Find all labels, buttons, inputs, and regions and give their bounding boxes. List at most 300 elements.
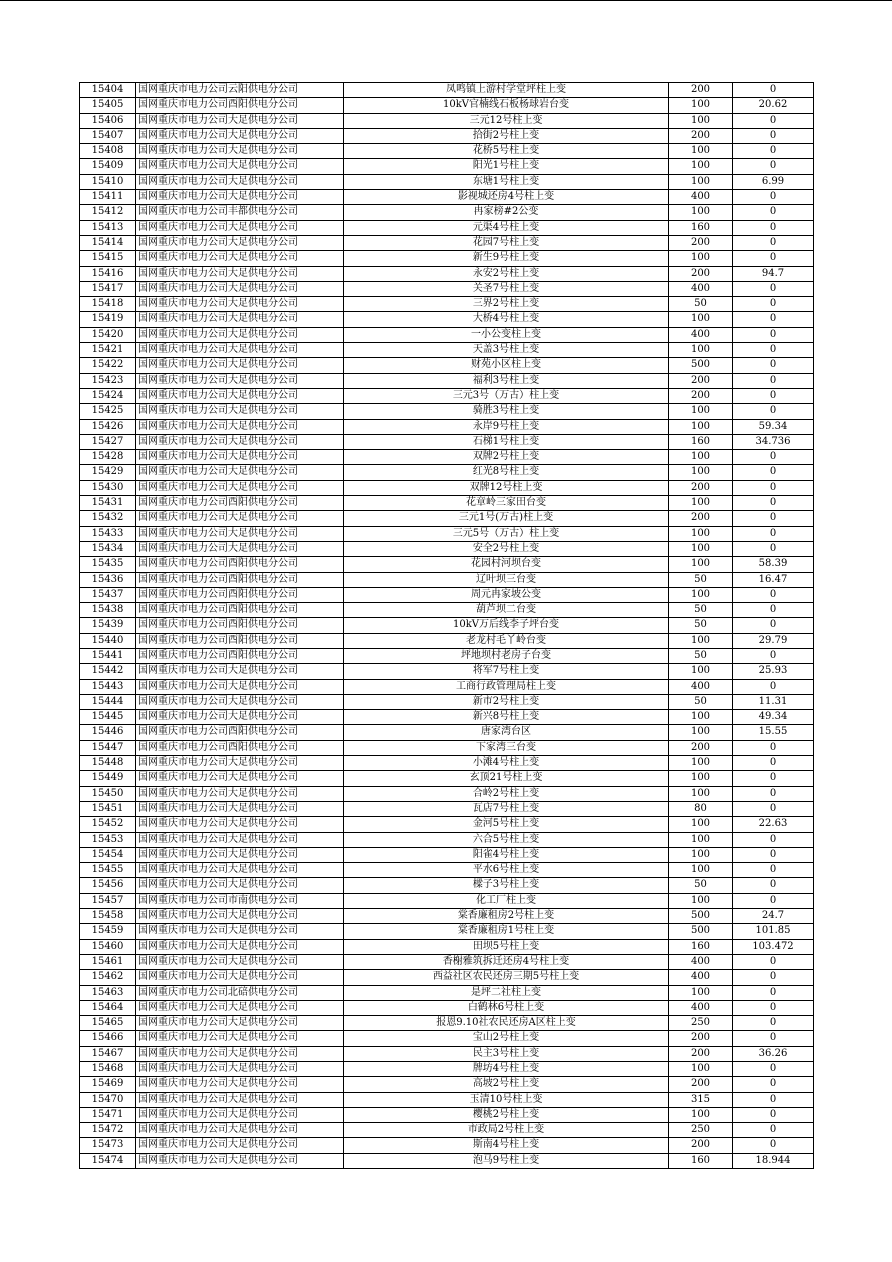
capacity-cell: 100 <box>669 526 733 541</box>
company-cell: 国网重庆市电力公司大足供电分公司 <box>136 1046 344 1061</box>
row-id-cell: 15428 <box>80 450 136 465</box>
capacity-cell: 50 <box>669 694 733 709</box>
transformer-name-cell: 棠香廉租房2号柱上变 <box>344 909 669 924</box>
capacity-cell: 200 <box>669 511 733 526</box>
table-row <box>80 771 814 786</box>
value-cell: 0 <box>733 404 814 419</box>
value-cell: 25.93 <box>733 664 814 679</box>
value-cell: 101.85 <box>733 924 814 939</box>
company-cell: 国网重庆市电力公司大足供电分公司 <box>136 465 344 480</box>
table-row <box>80 954 814 969</box>
table-row <box>80 419 814 434</box>
value-cell: 0 <box>733 603 814 618</box>
table-row <box>80 297 814 312</box>
company-cell: 国网重庆市电力公司大足供电分公司 <box>136 863 344 878</box>
table-row <box>80 434 814 449</box>
capacity-cell: 100 <box>669 710 733 725</box>
transformer-name-cell: 石梯1号柱上变 <box>344 434 669 449</box>
table-row <box>80 1107 814 1122</box>
value-cell: 0 <box>733 83 814 98</box>
capacity-cell: 400 <box>669 970 733 985</box>
transformer-name-cell: 玄顶21号柱上变 <box>344 771 669 786</box>
company-cell: 国网重庆市电力公司酉阳供电分公司 <box>136 618 344 633</box>
row-id-cell: 15425 <box>80 404 136 419</box>
row-id-cell: 15452 <box>80 817 136 832</box>
value-cell: 0 <box>733 1016 814 1031</box>
transformer-name-cell: 拾街2号柱上变 <box>344 128 669 143</box>
row-id-cell: 15430 <box>80 480 136 495</box>
table-row <box>80 786 814 801</box>
capacity-cell: 100 <box>669 893 733 908</box>
capacity-cell: 200 <box>669 235 733 250</box>
transformer-name-cell: 是坪二社柱上变 <box>344 985 669 1000</box>
transformer-name-cell: 天盖3号柱上变 <box>344 343 669 358</box>
row-id-cell: 15405 <box>80 98 136 113</box>
transformer-name-cell: 葫芦坝二台变 <box>344 603 669 618</box>
capacity-cell: 100 <box>669 725 733 740</box>
row-id-cell: 15467 <box>80 1046 136 1061</box>
capacity-cell: 500 <box>669 358 733 373</box>
row-id-cell: 15404 <box>80 83 136 98</box>
row-id-cell: 15417 <box>80 281 136 296</box>
company-cell: 国网重庆市电力公司大足供电分公司 <box>136 312 344 327</box>
company-cell: 国网重庆市电力公司大足供电分公司 <box>136 1107 344 1122</box>
table-row <box>80 909 814 924</box>
row-id-cell: 15445 <box>80 710 136 725</box>
transformer-name-cell: 福利3号柱上变 <box>344 373 669 388</box>
transformer-name-cell: 樑子3号柱上变 <box>344 878 669 893</box>
row-id-cell: 15437 <box>80 587 136 602</box>
company-cell: 国网重庆市电力公司大足供电分公司 <box>136 694 344 709</box>
capacity-cell: 315 <box>669 1092 733 1107</box>
transformer-name-cell: 白鹤林6号柱上变 <box>344 1000 669 1015</box>
company-cell: 国网重庆市电力公司酉阳供电分公司 <box>136 648 344 663</box>
transformer-name-cell: 泡马9号柱上变 <box>344 1153 669 1168</box>
value-cell: 0 <box>733 251 814 266</box>
value-cell: 0 <box>733 679 814 694</box>
row-id-cell: 15462 <box>80 970 136 985</box>
capacity-cell: 200 <box>669 1077 733 1092</box>
table-row <box>80 526 814 541</box>
transformer-name-cell: 樱桃2号柱上变 <box>344 1107 669 1122</box>
company-cell: 国网重庆市电力公司酉阳供电分公司 <box>136 633 344 648</box>
row-id-cell: 15450 <box>80 786 136 801</box>
value-cell: 0 <box>733 771 814 786</box>
value-cell: 0 <box>733 312 814 327</box>
company-cell: 国网重庆市电力公司酉阳供电分公司 <box>136 740 344 755</box>
row-id-cell: 15471 <box>80 1107 136 1122</box>
row-id-cell: 15438 <box>80 603 136 618</box>
table-row <box>80 740 814 755</box>
capacity-cell: 400 <box>669 1000 733 1015</box>
company-cell: 国网重庆市电力公司大足供电分公司 <box>136 541 344 556</box>
transformer-table <box>79 82 814 1169</box>
capacity-cell: 100 <box>669 1107 733 1122</box>
company-cell: 国网重庆市电力公司大足供电分公司 <box>136 786 344 801</box>
capacity-cell: 100 <box>669 863 733 878</box>
table-row <box>80 388 814 403</box>
capacity-cell: 200 <box>669 1046 733 1061</box>
capacity-cell: 50 <box>669 618 733 633</box>
capacity-cell: 400 <box>669 679 733 694</box>
table-row <box>80 1016 814 1031</box>
row-id-cell: 15461 <box>80 954 136 969</box>
transformer-name-cell: 一小公变柱上变 <box>344 327 669 342</box>
table-row <box>80 159 814 174</box>
company-cell: 国网重庆市电力公司市南供电分公司 <box>136 893 344 908</box>
company-cell: 国网重庆市电力公司酉阳供电分公司 <box>136 603 344 618</box>
company-cell: 国网重庆市电力公司大足供电分公司 <box>136 343 344 358</box>
capacity-cell: 200 <box>669 1031 733 1046</box>
transformer-name-cell: 三元12号柱上变 <box>344 113 669 128</box>
value-cell: 0 <box>733 343 814 358</box>
value-cell: 0 <box>733 756 814 771</box>
transformer-name-cell: 工商行政管理局柱上变 <box>344 679 669 694</box>
table-row <box>80 832 814 847</box>
transformer-name-cell: 10kV官楠线石板杨球岩台变 <box>344 98 669 113</box>
row-id-cell: 15449 <box>80 771 136 786</box>
table-row <box>80 1138 814 1153</box>
company-cell: 国网重庆市电力公司大足供电分公司 <box>136 939 344 954</box>
value-cell: 103.472 <box>733 939 814 954</box>
table-row <box>80 985 814 1000</box>
company-cell: 国网重庆市电力公司北碚供电分公司 <box>136 985 344 1000</box>
table-row <box>80 235 814 250</box>
value-cell: 0 <box>733 297 814 312</box>
company-cell: 国网重庆市电力公司大足供电分公司 <box>136 511 344 526</box>
transformer-name-cell: 双牌12号柱上变 <box>344 480 669 495</box>
value-cell: 0 <box>733 235 814 250</box>
row-id-cell: 15407 <box>80 128 136 143</box>
capacity-cell: 200 <box>669 480 733 495</box>
table-row <box>80 450 814 465</box>
row-id-cell: 15459 <box>80 924 136 939</box>
transformer-name-cell: 永安2号柱上变 <box>344 266 669 281</box>
row-id-cell: 15454 <box>80 847 136 862</box>
transformer-name-cell: 影视城还房4号柱上变 <box>344 190 669 205</box>
capacity-cell: 100 <box>669 847 733 862</box>
capacity-cell: 100 <box>669 159 733 174</box>
row-id-cell: 15423 <box>80 373 136 388</box>
value-cell: 58.39 <box>733 557 814 572</box>
table-row <box>80 113 814 128</box>
company-cell: 国网重庆市电力公司酉阳供电分公司 <box>136 496 344 511</box>
transformer-name-cell: 阳光1号柱上变 <box>344 159 669 174</box>
table-row <box>80 694 814 709</box>
table-row <box>80 128 814 143</box>
table-row <box>80 557 814 572</box>
transformer-name-cell: 花桥5号柱上变 <box>344 144 669 159</box>
value-cell: 0 <box>733 144 814 159</box>
transformer-name-cell: 10kV万后线李子坪台变 <box>344 618 669 633</box>
row-id-cell: 15468 <box>80 1062 136 1077</box>
value-cell: 6.99 <box>733 174 814 189</box>
value-cell: 0 <box>733 373 814 388</box>
row-id-cell: 15444 <box>80 694 136 709</box>
value-cell: 0 <box>733 587 814 602</box>
row-id-cell: 15418 <box>80 297 136 312</box>
company-cell: 国网重庆市电力公司大足供电分公司 <box>136 1031 344 1046</box>
transformer-name-cell: 关圣7号柱上变 <box>344 281 669 296</box>
company-cell: 国网重庆市电力公司大足供电分公司 <box>136 419 344 434</box>
transformer-name-cell: 元渠4号柱上变 <box>344 220 669 235</box>
value-cell: 22.63 <box>733 817 814 832</box>
company-cell: 国网重庆市电力公司大足供电分公司 <box>136 235 344 250</box>
value-cell: 0 <box>733 190 814 205</box>
row-id-cell: 15432 <box>80 511 136 526</box>
transformer-name-cell: 辽叶坝三台变 <box>344 572 669 587</box>
transformer-name-cell: 金河5号柱上变 <box>344 817 669 832</box>
capacity-cell: 100 <box>669 817 733 832</box>
table-row <box>80 1000 814 1015</box>
value-cell: 0 <box>733 954 814 969</box>
table-row <box>80 174 814 189</box>
row-id-cell: 15455 <box>80 863 136 878</box>
company-cell: 国网重庆市电力公司大足供电分公司 <box>136 1123 344 1138</box>
value-cell: 0 <box>733 496 814 511</box>
transformer-name-cell: 三元5号（万古）柱上变 <box>344 526 669 541</box>
company-cell: 国网重庆市电力公司大足供电分公司 <box>136 1000 344 1015</box>
company-cell: 国网重庆市电力公司大足供电分公司 <box>136 174 344 189</box>
value-cell: 49.34 <box>733 710 814 725</box>
table-row <box>80 817 814 832</box>
row-id-cell: 15448 <box>80 756 136 771</box>
transformer-name-cell: 瓦店7号柱上变 <box>344 801 669 816</box>
table-row <box>80 220 814 235</box>
transformer-name-cell: 三元3号（万古）柱上变 <box>344 388 669 403</box>
transformer-name-cell: 唐家湾台区 <box>344 725 669 740</box>
transformer-name-cell: 凤鸣镇上游村学堂坪柱上变 <box>344 83 669 98</box>
row-id-cell: 15466 <box>80 1031 136 1046</box>
row-id-cell: 15465 <box>80 1016 136 1031</box>
transformer-name-cell: 花园7号柱上变 <box>344 235 669 250</box>
table-row <box>80 603 814 618</box>
capacity-cell: 200 <box>669 388 733 403</box>
value-cell: 0 <box>733 985 814 1000</box>
value-cell: 36.26 <box>733 1046 814 1061</box>
row-id-cell: 15427 <box>80 434 136 449</box>
row-id-cell: 15434 <box>80 541 136 556</box>
transformer-name-cell: 玉清10号柱上变 <box>344 1092 669 1107</box>
capacity-cell: 100 <box>669 450 733 465</box>
transformer-name-cell: 牌坊4号柱上变 <box>344 1062 669 1077</box>
row-id-cell: 15412 <box>80 205 136 220</box>
value-cell: 0 <box>733 465 814 480</box>
value-cell: 0 <box>733 541 814 556</box>
row-id-cell: 15419 <box>80 312 136 327</box>
capacity-cell: 100 <box>669 496 733 511</box>
table-row <box>80 1062 814 1077</box>
company-cell: 国网重庆市电力公司大足供电分公司 <box>136 1153 344 1168</box>
company-cell: 国网重庆市电力公司酉阳供电分公司 <box>136 587 344 602</box>
table-row <box>80 1046 814 1061</box>
value-cell: 0 <box>733 1092 814 1107</box>
capacity-cell: 100 <box>669 174 733 189</box>
transformer-name-cell: 化工厂柱上变 <box>344 893 669 908</box>
transformer-name-cell: 安全2号柱上变 <box>344 541 669 556</box>
row-id-cell: 15463 <box>80 985 136 1000</box>
capacity-cell: 250 <box>669 1123 733 1138</box>
capacity-cell: 200 <box>669 83 733 98</box>
table-row <box>80 648 814 663</box>
transformer-name-cell: 新市2号柱上变 <box>344 694 669 709</box>
value-cell: 0 <box>733 358 814 373</box>
value-cell: 0 <box>733 1123 814 1138</box>
capacity-cell: 100 <box>669 633 733 648</box>
table-row <box>80 725 814 740</box>
company-cell: 国网重庆市电力公司大足供电分公司 <box>136 1077 344 1092</box>
value-cell: 0 <box>733 801 814 816</box>
company-cell: 国网重庆市电力公司大足供电分公司 <box>136 1138 344 1153</box>
table-row <box>80 358 814 373</box>
row-id-cell: 15431 <box>80 496 136 511</box>
company-cell: 国网重庆市电力公司大足供电分公司 <box>136 190 344 205</box>
table-row <box>80 98 814 113</box>
capacity-cell: 100 <box>669 404 733 419</box>
table-row <box>80 924 814 939</box>
capacity-cell: 200 <box>669 1138 733 1153</box>
table-row <box>80 756 814 771</box>
transformer-name-cell: 三元1号(万古)柱上变 <box>344 511 669 526</box>
value-cell: 0 <box>733 1062 814 1077</box>
capacity-cell: 400 <box>669 281 733 296</box>
capacity-cell: 160 <box>669 220 733 235</box>
capacity-cell: 200 <box>669 740 733 755</box>
company-cell: 国网重庆市电力公司大足供电分公司 <box>136 480 344 495</box>
capacity-cell: 200 <box>669 373 733 388</box>
company-cell: 国网重庆市电力公司大足供电分公司 <box>136 878 344 893</box>
capacity-cell: 100 <box>669 541 733 556</box>
table-row <box>80 266 814 281</box>
company-cell: 国网重庆市电力公司大足供电分公司 <box>136 251 344 266</box>
value-cell: 15.55 <box>733 725 814 740</box>
value-cell: 0 <box>733 388 814 403</box>
table-row <box>80 878 814 893</box>
table-row <box>80 633 814 648</box>
value-cell: 0 <box>733 863 814 878</box>
row-id-cell: 15408 <box>80 144 136 159</box>
company-cell: 国网重庆市电力公司大足供电分公司 <box>136 404 344 419</box>
row-id-cell: 15446 <box>80 725 136 740</box>
table-row <box>80 312 814 327</box>
page-top-rule <box>0 0 892 1</box>
capacity-cell: 100 <box>669 251 733 266</box>
transformer-name-cell: 东塘1号柱上变 <box>344 174 669 189</box>
company-cell: 国网重庆市电力公司大足供电分公司 <box>136 434 344 449</box>
capacity-cell: 500 <box>669 909 733 924</box>
value-cell: 0 <box>733 1031 814 1046</box>
value-cell: 0 <box>733 511 814 526</box>
row-id-cell: 15441 <box>80 648 136 663</box>
capacity-cell: 100 <box>669 465 733 480</box>
transformer-name-cell: 西益社区农民还房三期5号柱上变 <box>344 970 669 985</box>
capacity-cell: 100 <box>669 343 733 358</box>
table-row <box>80 1077 814 1092</box>
value-cell: 0 <box>733 740 814 755</box>
value-cell: 0 <box>733 327 814 342</box>
company-cell: 国网重庆市电力公司大足供电分公司 <box>136 909 344 924</box>
table-row <box>80 572 814 587</box>
capacity-cell: 400 <box>669 190 733 205</box>
row-id-cell: 15426 <box>80 419 136 434</box>
company-cell: 国网重庆市电力公司酉阳供电分公司 <box>136 98 344 113</box>
row-id-cell: 15406 <box>80 113 136 128</box>
table-row <box>80 710 814 725</box>
transformer-name-cell: 冉家榜#2公变 <box>344 205 669 220</box>
table-row <box>80 373 814 388</box>
table-row <box>80 327 814 342</box>
company-cell: 国网重庆市电力公司大足供电分公司 <box>136 710 344 725</box>
table-row <box>80 205 814 220</box>
row-id-cell: 15414 <box>80 235 136 250</box>
transformer-name-cell: 宝山2号柱上变 <box>344 1031 669 1046</box>
capacity-cell: 100 <box>669 312 733 327</box>
capacity-cell: 250 <box>669 1016 733 1031</box>
table-row <box>80 863 814 878</box>
table-row <box>80 251 814 266</box>
table-row <box>80 618 814 633</box>
capacity-cell: 160 <box>669 434 733 449</box>
table-row <box>80 511 814 526</box>
transformer-name-cell: 市政局2号柱上变 <box>344 1123 669 1138</box>
row-id-cell: 15433 <box>80 526 136 541</box>
table-row <box>80 679 814 694</box>
value-cell: 29.79 <box>733 633 814 648</box>
capacity-cell: 100 <box>669 1062 733 1077</box>
transformer-name-cell: 高坡2号柱上变 <box>344 1077 669 1092</box>
capacity-cell: 100 <box>669 98 733 113</box>
value-cell: 0 <box>733 1138 814 1153</box>
value-cell: 94.7 <box>733 266 814 281</box>
company-cell: 国网重庆市电力公司大足供电分公司 <box>136 847 344 862</box>
value-cell: 0 <box>733 786 814 801</box>
value-cell: 0 <box>733 847 814 862</box>
row-id-cell: 15411 <box>80 190 136 205</box>
transformer-name-cell: 阳雀4号柱上变 <box>344 847 669 862</box>
capacity-cell: 50 <box>669 603 733 618</box>
capacity-cell: 160 <box>669 939 733 954</box>
company-cell: 国网重庆市电力公司大足供电分公司 <box>136 1092 344 1107</box>
row-id-cell: 15464 <box>80 1000 136 1015</box>
value-cell: 0 <box>733 648 814 663</box>
company-cell: 国网重庆市电力公司酉阳供电分公司 <box>136 725 344 740</box>
table-row <box>80 1123 814 1138</box>
value-cell: 59.34 <box>733 419 814 434</box>
company-cell: 国网重庆市电力公司大足供电分公司 <box>136 526 344 541</box>
transformer-name-cell: 田坝5号柱上变 <box>344 939 669 954</box>
company-cell: 国网重庆市电力公司大足供电分公司 <box>136 159 344 174</box>
transformer-name-cell: 报恩9.10社农民还房A区柱上变 <box>344 1016 669 1031</box>
table-row <box>80 480 814 495</box>
value-cell: 0 <box>733 480 814 495</box>
row-id-cell: 15443 <box>80 679 136 694</box>
row-id-cell: 15415 <box>80 251 136 266</box>
table-body <box>80 83 814 1169</box>
row-id-cell: 15440 <box>80 633 136 648</box>
table-row <box>80 496 814 511</box>
value-cell: 0 <box>733 450 814 465</box>
row-id-cell: 15447 <box>80 740 136 755</box>
capacity-cell: 100 <box>669 144 733 159</box>
capacity-cell: 400 <box>669 327 733 342</box>
company-cell: 国网重庆市电力公司大足供电分公司 <box>136 679 344 694</box>
transformer-name-cell: 新生9号柱上变 <box>344 251 669 266</box>
value-cell: 0 <box>733 970 814 985</box>
transformer-name-cell: 将军7号柱上变 <box>344 664 669 679</box>
capacity-cell: 100 <box>669 587 733 602</box>
row-id-cell: 15409 <box>80 159 136 174</box>
value-cell: 0 <box>733 113 814 128</box>
